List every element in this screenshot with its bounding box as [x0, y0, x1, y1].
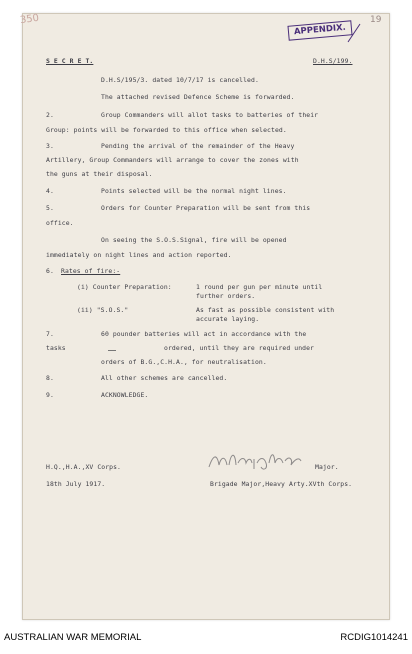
para-3-line-3: the guns at their disposal.	[46, 170, 153, 178]
hq-origin: H.Q.,H.A.,XV Corps.	[46, 463, 122, 471]
para-2-line-1: Group Commanders will allot tasks to batteries of their	[101, 111, 319, 119]
para-2-line-2: Group: points will be forwarded to this office when selected.	[46, 126, 287, 134]
signatory-title: Brigade Major,Heavy Arty.XVth Corps.	[210, 480, 353, 488]
rate-2-line-1: As fast as possible consistent with	[196, 306, 335, 314]
para-4-number: 4.	[46, 187, 54, 195]
para-7-line-2a: tasks	[46, 344, 66, 352]
para-3-line-1: Pending the arrival of the remainder of the Heavy	[101, 142, 295, 150]
para-7-line-1: 60 pounder batteries will act in accordance with the	[101, 330, 307, 338]
para-7-line-3: orders of B.G.,C.H.A., for neutralisation.	[101, 358, 267, 366]
rate-2-line-2: accurate laying.	[196, 315, 260, 323]
para-9-line-1: ACKNOWLEDGE.	[101, 391, 149, 399]
record-id: RCDIG1014241	[340, 632, 408, 643]
rates-of-fire-heading: Rates of fire:-	[61, 267, 121, 275]
document-date: 18th July 1917.	[46, 480, 106, 488]
para-3-line-2: Artillery, Group Commanders will arrange to cover the zones with	[46, 156, 299, 164]
page-number-annotation: 350	[19, 12, 40, 27]
para-8-number: 8.	[46, 374, 54, 382]
para-7-line-2b: ordered, until they are required under	[164, 344, 315, 352]
rate-2-label: (ii) "S.O.S."	[77, 306, 129, 314]
para-5-line-1: Orders for Counter Preparation will be sent from this	[101, 204, 311, 212]
folio-number-annotation: 19	[370, 15, 382, 25]
reference-number: D.H.S/199.	[313, 57, 353, 65]
line-forwarded: The attached revised Defence Scheme is forwarded.	[101, 93, 295, 101]
classification-heading: S E C R E T.	[46, 57, 94, 65]
signatory-rank: Major.	[315, 463, 339, 471]
para-9-number: 9.	[46, 391, 54, 399]
para-4-line-1: Points selected will be the normal night lines.	[101, 187, 287, 195]
para-5-line-2: office.	[46, 219, 74, 227]
line-cancelled: D.H.S/195/3. dated 10/7/17 is cancelled.	[101, 76, 259, 84]
sos-line-2: immediately on night lines and action reported.	[46, 251, 232, 259]
para-3-number: 3.	[46, 142, 54, 150]
para-6-number: 6.	[46, 267, 54, 275]
para-8-line-1: All other schemes are cancelled.	[101, 374, 228, 382]
handwritten-signature	[205, 447, 305, 473]
rate-1-label: (i) Counter Preparation:	[77, 283, 172, 291]
rate-1-line-1: 1 round per gun per minute until	[196, 283, 323, 291]
appendix-stamp: APPENDIX.	[287, 20, 352, 41]
rate-1-line-2: further orders.	[196, 292, 256, 300]
sos-line-1: On seeing the S.O.S.Signal, fire will be opened	[101, 236, 287, 244]
para-5-number: 5.	[46, 204, 54, 212]
stamp-pen-stroke	[346, 22, 364, 44]
para-2-number: 2.	[46, 111, 54, 119]
para-7-number: 7.	[46, 330, 54, 338]
blank-dash	[108, 350, 116, 351]
institution-label: AUSTRALIAN WAR MEMORIAL	[4, 632, 142, 643]
